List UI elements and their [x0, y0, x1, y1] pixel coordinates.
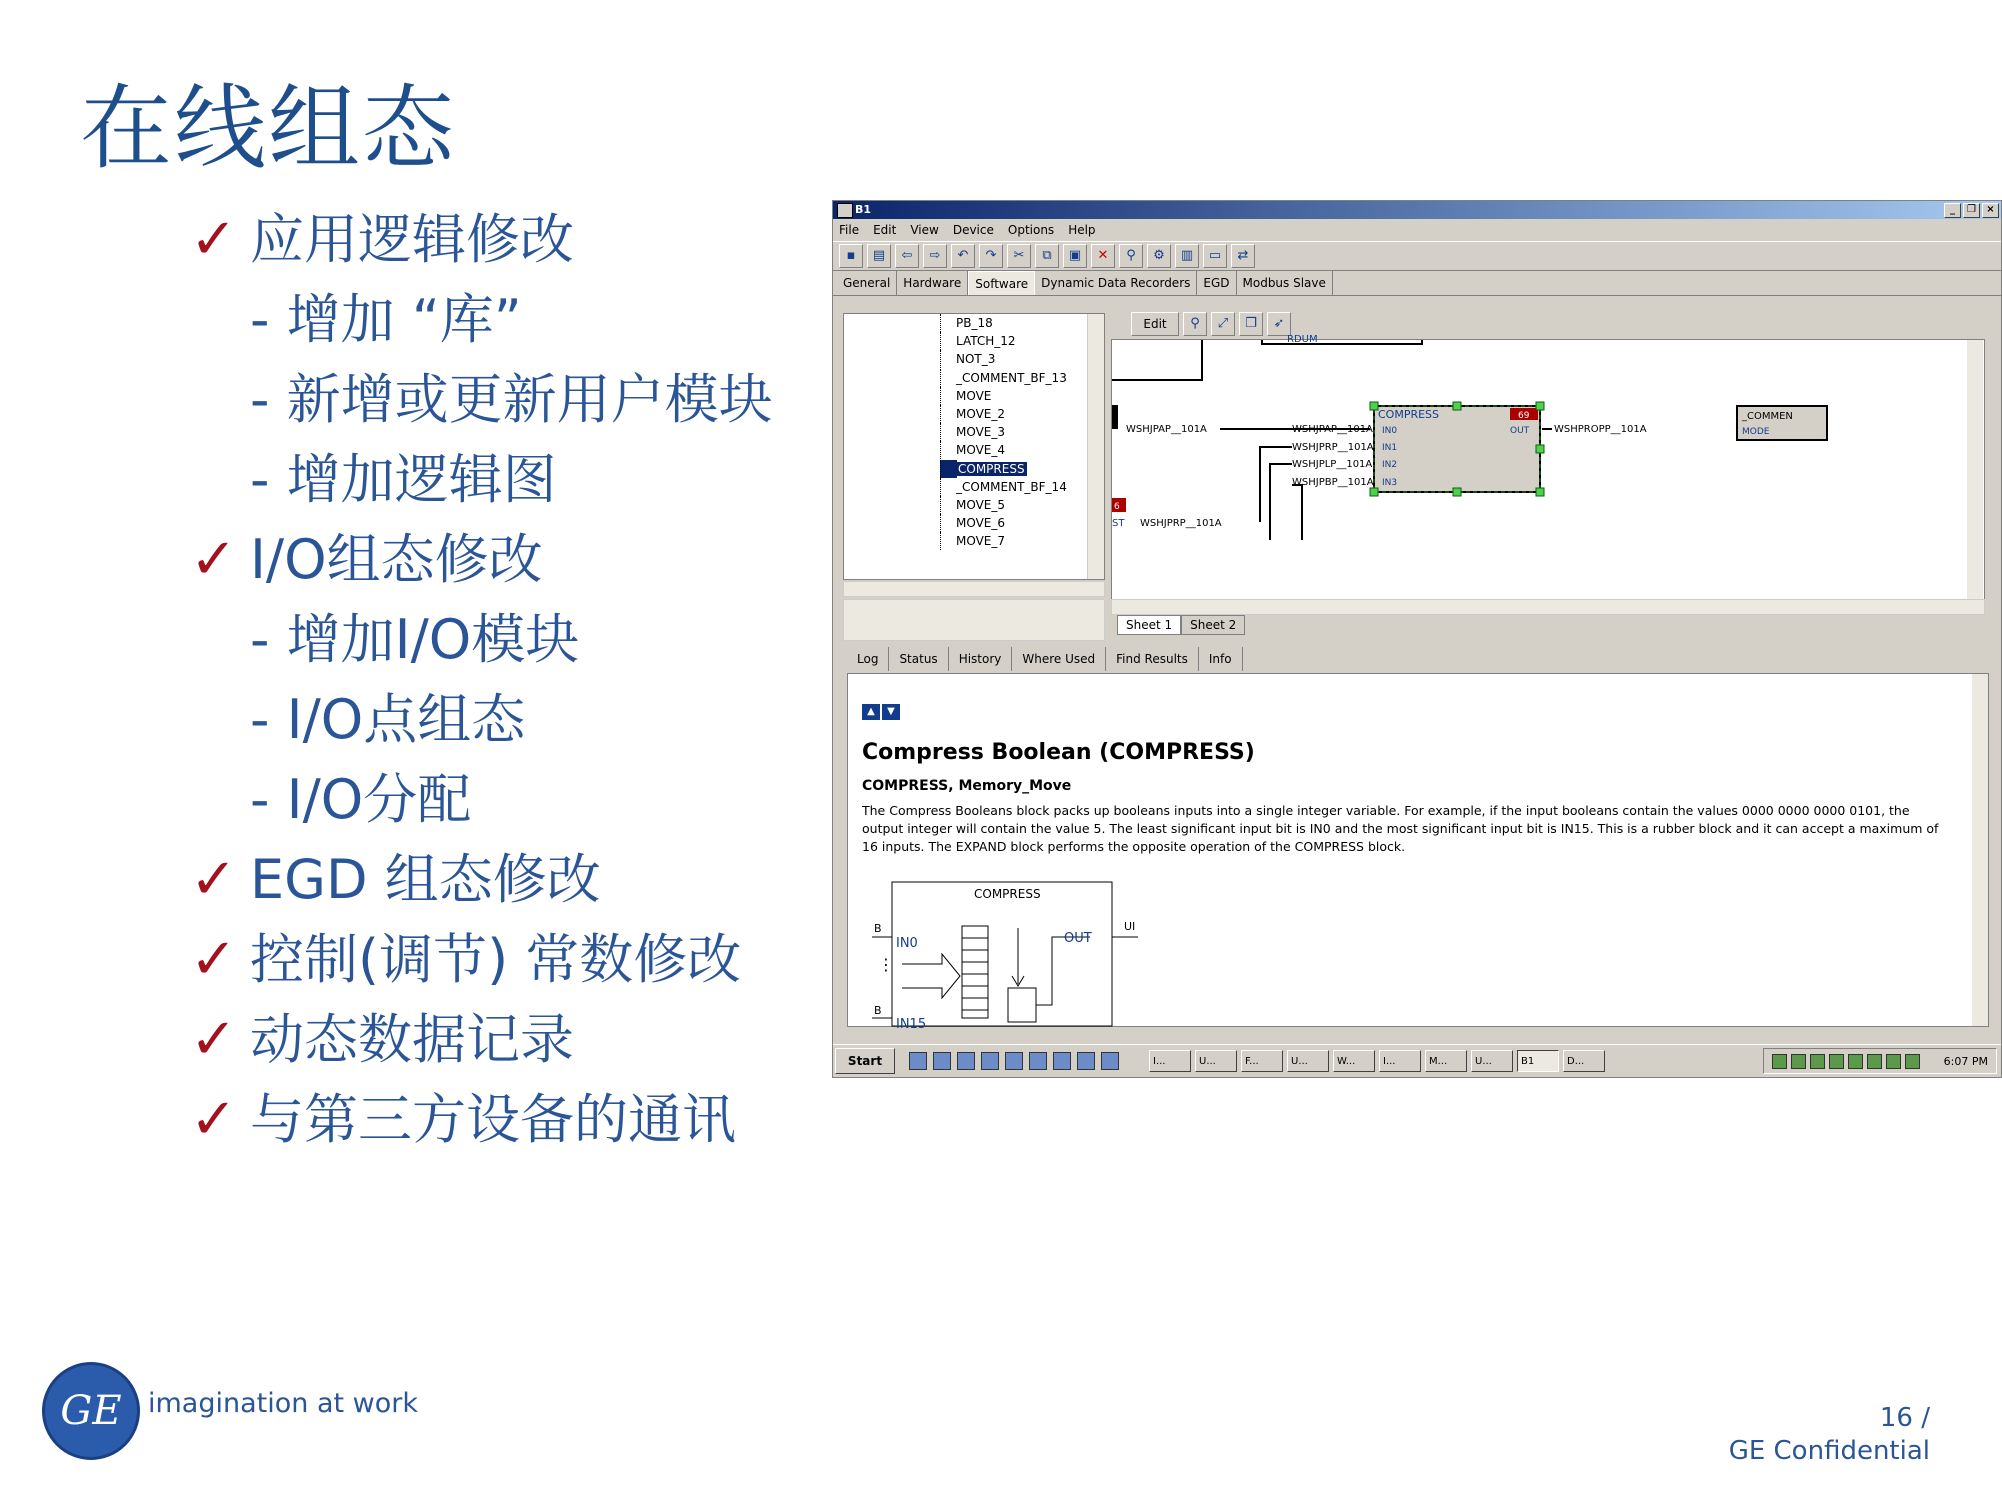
menu-bar: [833, 219, 2001, 241]
port-out: OUT: [1510, 426, 1530, 436]
bullet-item: [190, 360, 830, 440]
bullet-item: [190, 1080, 830, 1160]
figure-out-type: UI: [1124, 920, 1136, 933]
canvas-vscroll[interactable]: [1967, 340, 1983, 600]
logic-diagram: [1112, 334, 1984, 600]
port-in2: IN2: [1382, 460, 1398, 470]
bullet-item: [190, 920, 830, 1000]
task-button[interactable]: F...: [1241, 1050, 1283, 1072]
bullet-text: - 增加 “库”: [250, 288, 522, 351]
out-signal: WSHPROPP__101A: [1554, 424, 1647, 435]
quick-launch-icon[interactable]: [1053, 1052, 1071, 1070]
tree-item[interactable]: [844, 314, 1104, 332]
taskbar: [833, 1044, 2001, 1077]
bullet-item: [190, 440, 830, 520]
bullet-text: 与第三方设备的通讯: [250, 1088, 736, 1151]
delete-icon[interactable]: ✕: [1091, 244, 1115, 268]
check-icon: ✓: [190, 1007, 237, 1072]
window-icon[interactable]: ❐: [1239, 312, 1263, 336]
bullet-text: - 增加I/O模块: [250, 608, 580, 671]
comment-sub: MODE: [1742, 427, 1770, 437]
start-button[interactable]: Start: [835, 1048, 895, 1074]
quick-launch-icon[interactable]: [981, 1052, 999, 1070]
close-icon[interactable]: ×: [1982, 203, 1999, 218]
task-button[interactable]: M...: [1425, 1050, 1467, 1072]
bullet-text: 动态数据记录: [250, 1008, 574, 1071]
left-badge: 6: [1114, 502, 1120, 512]
quick-launch-icon[interactable]: [957, 1052, 975, 1070]
tree-item-label: NOT_3: [956, 352, 996, 367]
tab-modbus-slave[interactable]: Modbus Slave: [1237, 271, 1333, 295]
canvas-hscrollbar[interactable]: [1111, 599, 1985, 615]
bullet-item: [190, 600, 830, 680]
quick-launch-icon[interactable]: [909, 1052, 927, 1070]
tree-item[interactable]: [844, 423, 1104, 441]
bottom-tabs: [847, 647, 1243, 671]
tree-item-label: LATCH_12: [956, 334, 1016, 349]
figure-out: OUT: [1064, 931, 1092, 946]
tree-item-label: _COMMENT_BF_14: [956, 479, 1067, 494]
tab-status[interactable]: Status: [889, 647, 948, 671]
tree-item[interactable]: [844, 369, 1104, 387]
tree-view[interactable]: [843, 313, 1105, 580]
tree-item-label: MOVE_5: [956, 497, 1006, 512]
page-number: 16 /: [1879, 1403, 1930, 1433]
port-in1: IN1: [1382, 443, 1398, 453]
task-button[interactable]: U...: [1287, 1050, 1329, 1072]
quick-launch-icon[interactable]: [1077, 1052, 1095, 1070]
tab-hardware[interactable]: Hardware: [897, 271, 968, 295]
menu-item[interactable]: Help: [1068, 223, 1096, 237]
bullet-text: - 增加逻辑图: [250, 448, 557, 511]
quick-launch-icon[interactable]: [933, 1052, 951, 1070]
tree-item[interactable]: [844, 460, 1104, 478]
clock: 6:07 PM: [1943, 1054, 1988, 1068]
task-button[interactable]: I...: [1379, 1050, 1421, 1072]
quick-launch-icon[interactable]: [1029, 1052, 1047, 1070]
bullet-item: [190, 520, 830, 600]
task-button[interactable]: U...: [1471, 1050, 1513, 1072]
figure-in-last: IN15: [896, 1017, 927, 1032]
bullet-item: [190, 760, 830, 840]
tree-item-label: MOVE_7: [956, 534, 1006, 549]
task-button[interactable]: W...: [1333, 1050, 1375, 1072]
tree-item[interactable]: [844, 532, 1104, 550]
minimize-icon[interactable]: _: [1944, 203, 1961, 218]
tree-item-label: _COMMENT_BF_13: [956, 370, 1067, 385]
help-title: Compress Boolean (COMPRESS): [862, 740, 1255, 765]
tree-item-label: MOVE_4: [956, 443, 1006, 458]
in-signal-1: WSHJPRP__101A: [1292, 442, 1374, 453]
redo-icon[interactable]: ↷: [979, 244, 1003, 268]
canvas-toolbar: [1111, 311, 1291, 337]
tab-history[interactable]: History: [949, 647, 1013, 671]
menu-item[interactable]: File: [839, 223, 860, 237]
tab-where-used[interactable]: Where Used: [1012, 647, 1106, 671]
tree-item-label: PB_18: [956, 316, 993, 330]
tree-item-label: MOVE_3: [956, 425, 1006, 440]
bullet-text: I/O组态修改: [250, 528, 543, 591]
quick-launch-icon[interactable]: [1101, 1052, 1119, 1070]
task-button[interactable]: D...: [1563, 1050, 1605, 1072]
tree-item[interactable]: [844, 441, 1104, 459]
task-button[interactable]: U...: [1195, 1050, 1237, 1072]
in-signal-2: WSHJPLP__101A: [1292, 459, 1373, 470]
ge-logo-text: GE: [60, 1388, 122, 1434]
figure-in-first: IN0: [896, 936, 918, 951]
menu-item[interactable]: Device: [952, 223, 994, 237]
online-icon[interactable]: ⇄: [1231, 244, 1255, 268]
menu-item[interactable]: Edit: [873, 223, 897, 237]
figure-ellipsis: ⋮: [878, 955, 894, 974]
tree-item-label: MOVE_2: [956, 406, 1006, 421]
back-icon[interactable]: ⇦: [895, 244, 919, 268]
bullet-text: - 新增或更新用户模块: [250, 368, 773, 431]
bullet-list: [190, 200, 830, 1160]
tray-icon[interactable]: [1867, 1054, 1882, 1069]
port-in0: IN0: [1382, 426, 1398, 436]
bullet-item: [190, 280, 830, 360]
figure-in-type-2: B: [874, 1004, 882, 1017]
tray-icon[interactable]: [1848, 1054, 1863, 1069]
check-icon: ✓: [190, 847, 237, 912]
tab-log[interactable]: Log: [847, 647, 889, 671]
tree-item[interactable]: [844, 478, 1104, 496]
check-icon: ✓: [190, 527, 237, 592]
check-icon: ✓: [190, 927, 237, 992]
tree-item[interactable]: [844, 332, 1104, 350]
help-subtitle: COMPRESS, Memory_Move: [862, 778, 1072, 794]
prev-topic-icon[interactable]: ▲: [862, 704, 880, 720]
bullet-item: [190, 840, 830, 920]
save-icon[interactable]: ▪: [839, 244, 863, 268]
tree-item[interactable]: [844, 350, 1104, 368]
menu-item[interactable]: View: [910, 223, 939, 237]
check-icon: ✓: [190, 207, 237, 272]
tree-item[interactable]: [844, 405, 1104, 423]
confidential-label: GE Confidential: [1728, 1436, 1930, 1466]
tab-info[interactable]: Info: [1199, 647, 1243, 671]
block-name: COMPRESS: [1378, 408, 1440, 421]
toolbar: [833, 241, 2001, 271]
bullet-text: - I/O点组态: [250, 688, 526, 751]
top-label: RDUM: [1287, 334, 1318, 345]
tray-icon[interactable]: [1791, 1054, 1806, 1069]
bottom-signal: WSHJPRP__101A: [1140, 518, 1222, 529]
edit-button[interactable]: Edit: [1131, 312, 1179, 336]
menu-item[interactable]: Options: [1007, 223, 1055, 237]
build-icon[interactable]: ⚙: [1147, 244, 1171, 268]
tray-icon[interactable]: [1772, 1054, 1787, 1069]
bullet-text: 应用逻辑修改: [250, 208, 574, 271]
next-topic-icon[interactable]: ▼: [882, 704, 900, 720]
system-tray: [1763, 1048, 1997, 1074]
tree-item[interactable]: [844, 496, 1104, 514]
task-button[interactable]: B1: [1517, 1050, 1559, 1072]
sheet-tabs: [1117, 615, 1245, 635]
tree-item-label: COMPRESS: [958, 461, 1025, 476]
help-body: The Compress Booleans block packs up booleans inputs into a single integer variable. For example, if the input booleans contain the values 0000 0000 0000 0101, the output integer will contain the value 5. The least significant input bit is IN0 and the most significant input bit is IN15. This is a rubber block and it can accept a maximum of 16 inputs. The EXPAND block performs the opposite operation of the COMPRESS block.: [862, 803, 1939, 854]
bullet-text: - I/O分配: [250, 768, 472, 831]
bullet-item: [190, 1000, 830, 1080]
toolbox-window: [832, 200, 2002, 1078]
download-icon[interactable]: ▥: [1175, 244, 1199, 268]
figure-name: COMPRESS: [974, 887, 1041, 901]
tree-item-label: MOVE_6: [956, 516, 1006, 531]
undo-icon[interactable]: ↶: [951, 244, 975, 268]
in-signal-0: WSHJPAP__101A: [1292, 424, 1373, 435]
block-badge: 69: [1518, 411, 1530, 421]
tree-hscrollbar[interactable]: [843, 581, 1105, 597]
sheet-tab[interactable]: Sheet 2: [1181, 615, 1245, 635]
quick-launch: [909, 1052, 1119, 1070]
quick-launch-icon[interactable]: [1005, 1052, 1023, 1070]
tab-general[interactable]: General: [837, 271, 897, 295]
app-icon: [837, 203, 853, 218]
window-title: B1: [855, 203, 872, 216]
tray-icon[interactable]: [1810, 1054, 1825, 1069]
monitor-icon[interactable]: ▭: [1203, 244, 1227, 268]
cut-icon[interactable]: ✂: [1007, 244, 1031, 268]
zoom-icon[interactable]: ⚲: [1183, 312, 1207, 336]
ge-logo: [42, 1362, 140, 1460]
help-pane: [847, 673, 1989, 1032]
copy-icon[interactable]: ⧉: [1035, 244, 1059, 268]
tab-find-results[interactable]: Find Results: [1106, 647, 1199, 671]
in-signal-3: WSHJPBP__101A: [1292, 477, 1374, 488]
tree-item-label: MOVE: [956, 388, 992, 403]
compress-figure: [862, 880, 1162, 1032]
forward-icon[interactable]: ⇨: [923, 244, 947, 268]
find-icon[interactable]: ⚲: [1119, 244, 1143, 268]
window-titlebar[interactable]: [833, 201, 2001, 219]
restore-icon[interactable]: ❐: [1963, 203, 1980, 218]
left-signal: WSHJPAP__101A: [1126, 424, 1207, 435]
zoom-fit-icon[interactable]: ⤢: [1211, 312, 1235, 336]
bullet-item: [190, 200, 830, 280]
tab-egd[interactable]: EGD: [1197, 271, 1236, 295]
bullet-text: EGD 组态修改: [250, 848, 601, 911]
logic-canvas[interactable]: [1111, 334, 1985, 601]
tray-icon[interactable]: [1905, 1054, 1920, 1069]
tray-icon[interactable]: [1829, 1054, 1844, 1069]
top-tabs: [833, 271, 2001, 296]
task-buttons: [1149, 1050, 1605, 1072]
paste-icon[interactable]: ▣: [1063, 244, 1087, 268]
tray-icon[interactable]: [1886, 1054, 1901, 1069]
tagline: imagination at work: [148, 1388, 418, 1419]
tab-software[interactable]: Software: [968, 271, 1035, 295]
sheet-tab[interactable]: Sheet 1: [1117, 615, 1181, 635]
bullet-item: [190, 680, 830, 760]
slide-title: 在线组态: [80, 75, 457, 182]
tab-dynamic-data-recorders[interactable]: Dynamic Data Recorders: [1035, 271, 1197, 295]
task-button[interactable]: I...: [1149, 1050, 1191, 1072]
pointer-icon[interactable]: ➶: [1267, 312, 1291, 336]
tree-item[interactable]: [844, 514, 1104, 532]
tree-item[interactable]: [844, 387, 1104, 405]
left-st: ST: [1112, 518, 1125, 529]
port-in3: IN3: [1382, 478, 1398, 488]
bullet-text: 控制(调节) 常数修改: [250, 928, 742, 991]
check-icon: ✓: [190, 1087, 237, 1152]
help-vscroll[interactable]: [1972, 674, 1988, 1026]
tree-bottom-panel: [843, 599, 1105, 641]
print-icon[interactable]: ▤: [867, 244, 891, 268]
comment-block-label: _COMMEN: [1742, 411, 1793, 422]
figure-in-type: B: [874, 922, 882, 935]
